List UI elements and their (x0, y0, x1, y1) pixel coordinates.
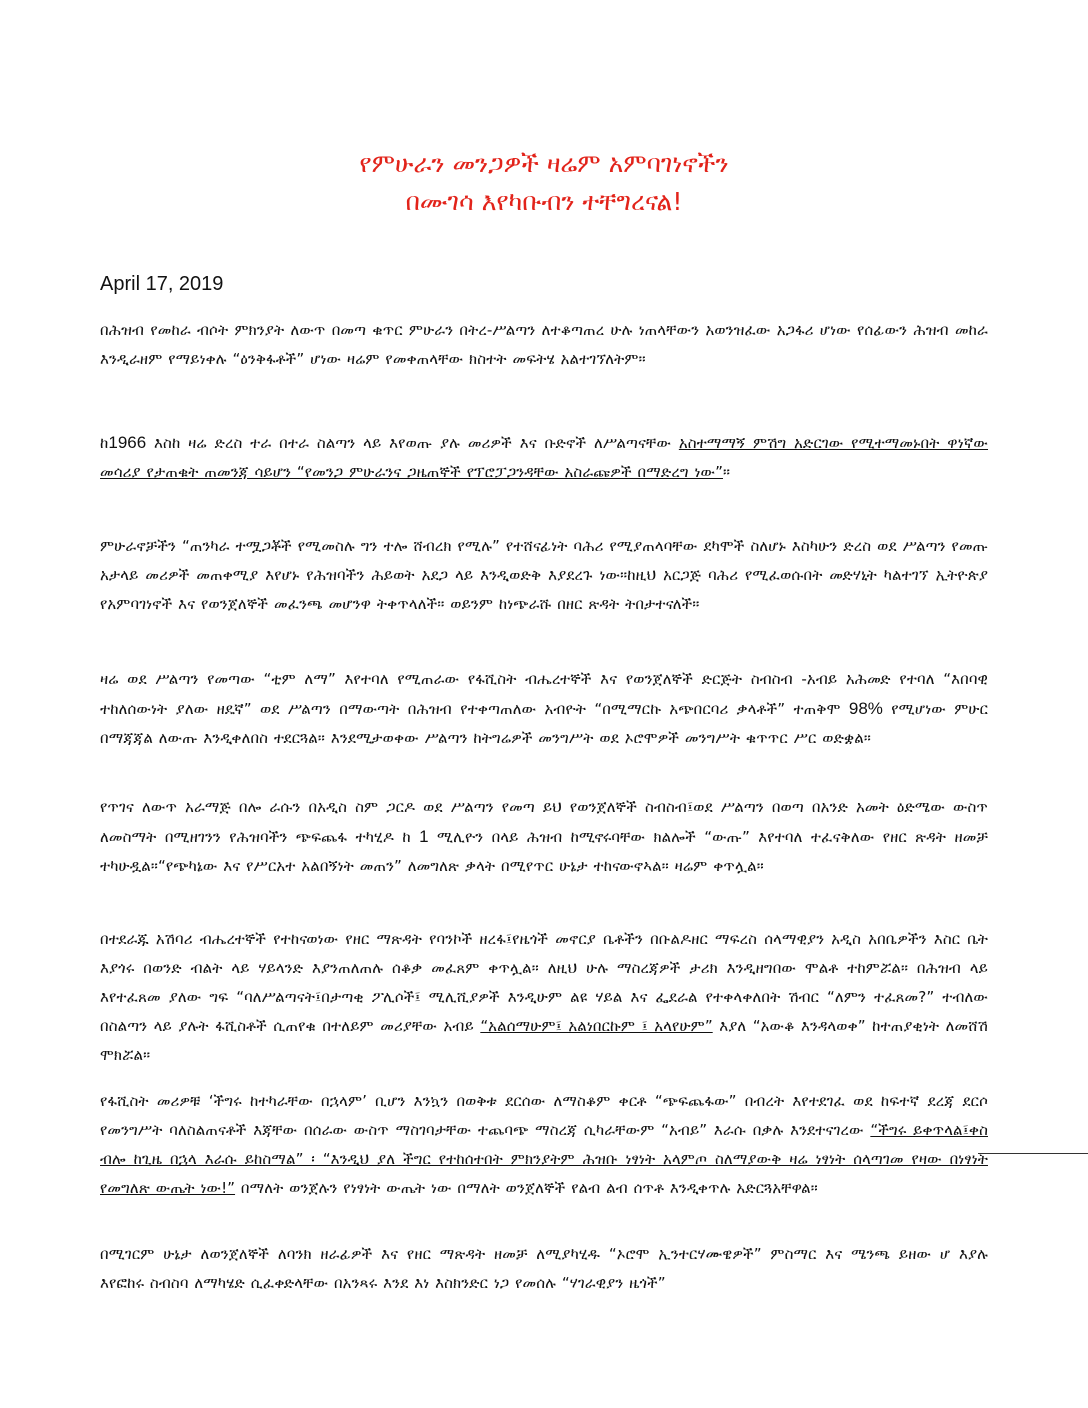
document-title-line-2: በሙገሳ እየካቡብን ተቸግረናል! (405, 187, 683, 216)
paragraph-8: በሚገርም ሁኔታ ለወንጀለኞች ለባንክ ዘራፊዎች እና የዘር ማጽዳት ዘመቻ ለሚያካሂዱ “ኦሮሞ ኢንተርሃሙዌዎች” ምስማር እና ሜንጫ ይዘው ሆ እያሉ እየፎከሩ ስብስባ ለማካሄድ ሲፈቀድላቸው በአንጻሩ እንደ እነ እስክንድር ነጋ የመሰሉ “ሃገራዊያን ዜጎች” (100, 1245, 988, 1292)
paragraph-4-text-after: የሚሆነው ምሁር በማጃጃል ለውጡ እንዲቀለበስ ተደርጓል። እንደሚታወቀው ሥልጣን ከትግሬዎች መንግሥት ወደ ኦሮሞዎች መንግሥት ቁጥጥር ሥር ወድቋል። (100, 700, 989, 747)
paragraph-5-text-before: የጥገና ለውጥ አራማጅ በሎ ራሱን በአዲስ ስም ጋርዶ ወደ ሥልጣን የመጣ ይህ የወንጀለኞች ስብስብ፤ወደ ሥልጣን በወጣ በአንድ አመት ዕድሜው ውስጥ ለመስማት በሚዘገንን የሕዝባችን ጭፍጨፋ ተካሂዶ ከ (100, 798, 988, 846)
paragraph-7 (100, 1087, 988, 1203)
paragraph-4 (100, 665, 988, 753)
margin-rule-line (978, 1153, 1088, 1154)
paragraph-4-text-before: ዛሬ ወደ ሥልጣን የመጣው “ቲም ለማ” እየተባለ የሚጠራው የፋሺስት ብሔረተኞች እና የወንጀለኞች ድርጅት ስብስብ -አብይ አሕመድ የተባለ “እበባዊ ተከለሰውነት ያለው ዘዴኛ” ወደ ሥልጣን በማውጣት በሕዝብ የተቀጣጠለው አብዮት “በሚማርኩ አጭበርባሪ ቃላቶች” ተጠቅሞ (100, 670, 988, 718)
paragraph-1: በሕዝብ የመከራ ብሶት ምክንያት ለውጥ በመጣ ቁጥር ምሁራን በትረ-ሥልጣን ለተቆጣጠረ ሁሉ ነጠላቸውን አወንዝፈው አጋፋሪ ሆነው የሰፊውን ሕዝብ መከራ እንዲራዘም የማይነቀሉ “ዕንቅፋቶች” ሆነው ዛሬም የመቀጠላቸው ክስተት መፍትሄ አልተገኘለትም። (100, 321, 988, 368)
paragraph-2-suffix: ። (723, 463, 731, 481)
paragraph-3: ምሁራኖቻችን “ጠንካራ ተሟጋቾች የሚመስሉ ግን ተሎ ሸብረክ የሚሉ” የተሸናፊነት ባሕሪ የሚያጠላባቸው ደካሞች ስለሆኑ እስካሁን ድረስ ወደ ሥልጣን የመጡ አታላይ መሪዎች መጠቀሚያ እየሆኑ የሕዝባችን ሕይወት አደጋ ላይ እንዲወድቅ እያደረጉ ነው።ከዚህ አርጋጅ ባሕሪ የሚፈወሱበት መድሃኒት ካልተገኘ ኢትዮጵያ የአምባገነኖች እና የወንጀለኞች መፈንጫ መሆንዋ ትቀጥላለች። ወይንም ከነጭራሹ በዘር ጽዳት ትበታተናለች። (100, 537, 988, 613)
paragraph-6-underlined-quote: “አልሰማሁም፤ አልነበርኩም ፤ አላየሁም” (480, 1017, 713, 1035)
paragraph-6 (100, 925, 988, 1070)
paragraph-6-text-before: በተደራጁ አሽባሪ ብሔረተኞች የተከናወነው የዘር ማጽዳት የባንኮች ዘረፋ፤የዜጎች መኖርያ ቤቶችን በቡልዶዘር ማፍረስ ሰላማዊያን አዲስ አበቤዎችን እስር ቤት እያጎሩ በወንድ ብልት ላይ ሃይላንድ እያንጠለጠሉ ሰቆቃ መፈጸም ቀጥሏል። ለዚህ ሁሉ ማስረጃዎች ታሪክ እንዲዘግበው ሞልቶ ተከምሯል። በሕዝብ ላይ እየተፈጸመ ያለው ግፍ “ባለሥልጣናት፤በታጣቂ ፖሊሶች፤ ሚሊሺያዎች እንዲሁም ልዩ ሃይል እና ፌደራል የተቀላቀለበት ሽብር “ለምን ተፈጸመ?” ተብለው በስልጣን ላይ ያሉት ፋሺስቶች ሲጠየቁ በተለይም መሪያቸው አብይ (100, 930, 988, 1035)
paragraph-4-percent: 98% (848, 699, 883, 718)
paragraph-6-text-after: እያለ “አውቆ እንዳላወቀ” ከተጠያቂነት ለመሸሽ ሞክሯል። (100, 1017, 988, 1064)
paragraph-7-text-before: የፋሺስት መሪዎቹ ‘ችግሩ ከተካራቸው በኋላም’ ቢሆን እንኳን በወቅቱ ደርሰው ለማስቆም ቀርቶ “ጭፍጨፋው” በብረት እየተደገፈ ወደ ከፍተኛ ደረጃ ደርሶ የመንግሥት ባለስልጠናቶች እጃቸው በሰራው ውስጥ ማስገባታቸው ተጨባጭ ማስረጃ ሲካራቸውም “አብይ” እራሱ በቃሉ እንደተናገረው (100, 1092, 988, 1139)
paragraph-7-text-after: በማለት ወንጀሉን የነፃነት ውጤት ነው በማለት ወንጀለኞች የልብ ልብ ሰጥቶ እንዲቀጥሉ አድርጓአቸዋል። (235, 1179, 818, 1197)
paragraph-2-year: 1966 (108, 433, 147, 452)
paragraph-2 (100, 428, 988, 487)
paragraph-2-prefix: ከ (100, 434, 109, 452)
paragraph-5-number: 1 (419, 827, 429, 846)
paragraph-7-underlined-quote: “ችግሩ ይቀጥላል፤ቀስ ብሎ ከጊዜ በኋላ እራሱ ይከስማል” ፡ “እንዲህ ያለ ችግር የተከሰተበት ምክንያትም ሕዝቡ ነፃነት አላምጦ ስለማያውቅ ዛሬ ነፃነት ሰላጣገመ የዛው በነፃነት የመግለጽ ውጤት ነው!” (100, 1121, 988, 1197)
document-date: April 17, 2019 (100, 273, 224, 295)
paragraph-5-text-after: ሚሊዮን በላይ ሕዝብ ከሚኖሩባቸው ክልሎች “ውጡ” እየተባለ ተፈናቅለው የዘር ጽዳት ዘመቻ ተካሁዷል።“የጭካኔው እና የሥርአተ አልበኝነት መጠን” ለመግለጽ ቃላት በሚየጥር ሁኔታ ተከናውኖኣል። ዛሬም ቀጥሏል። (100, 828, 988, 875)
paragraph-2-underlined-quote: አስተማማኝ ምሽግ አድርገው የሚተማመኑበት ዋነኛው መሳሪያ የታጠቁት ጠመንጃ ሳይሆን “የመንጋ ምሁራንና ጋዜጠኞች የፕሮፓጋንዳቸው አስራጩዎች በማድረግ ነው” (100, 434, 989, 481)
document-title-line-1: የምሁራን መንጋዎች ዛሬም አምባገነኖችን (359, 149, 729, 178)
paragraph-2-middle: እስከ ዛሬ ድረስ ተራ በተራ ስልጣን ላይ እየወጡ ያሉ መሪዎች እና ቡድኖች ለሥልጣናቸው (146, 434, 679, 452)
paragraph-5 (100, 793, 988, 881)
